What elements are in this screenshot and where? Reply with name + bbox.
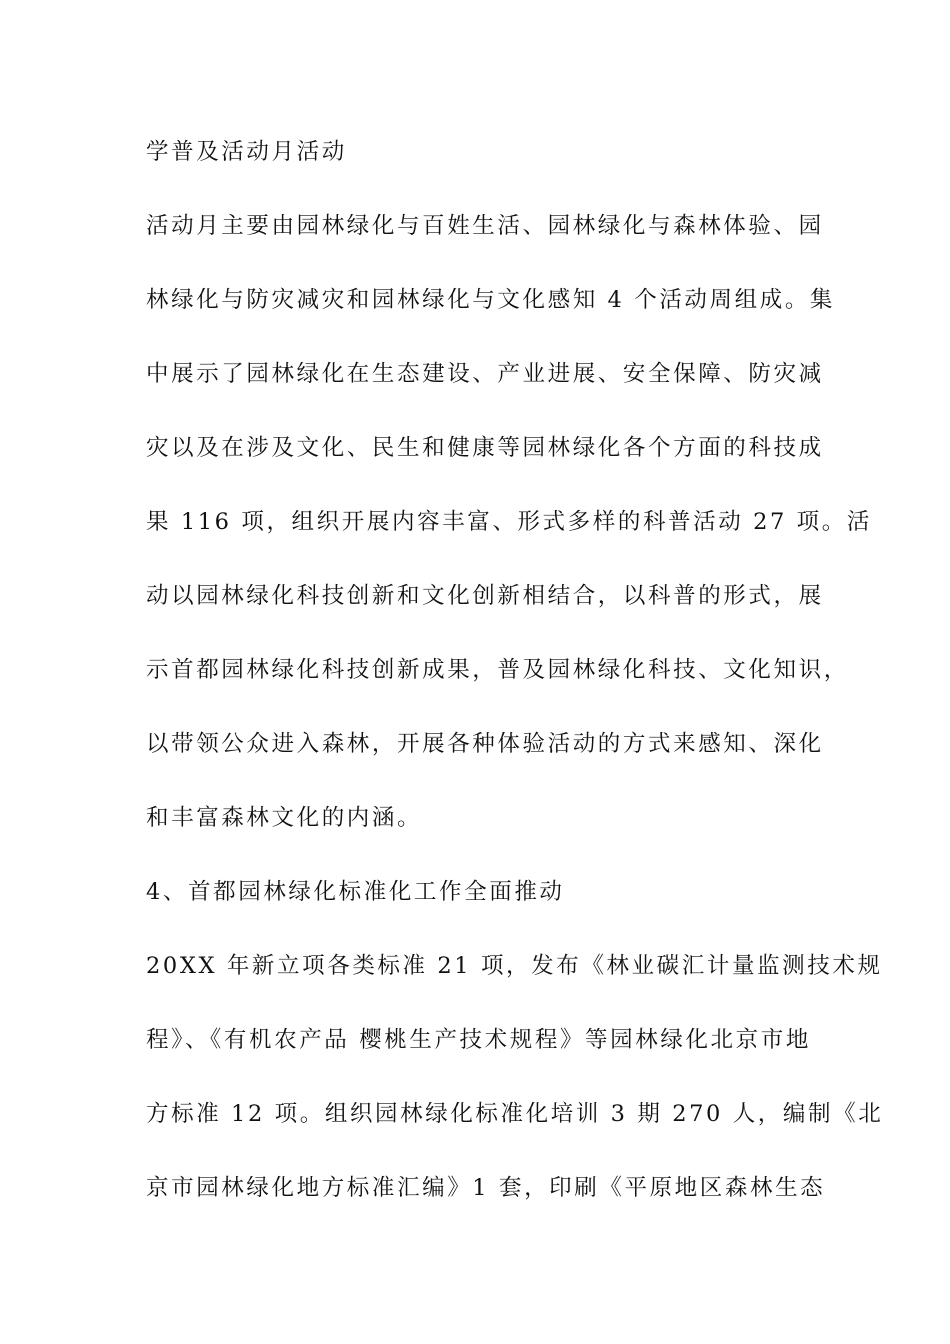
text-line: 程》、《有机农产品 樱桃生产技术规程》等园林绿化北京市地 — [146, 1027, 811, 1053]
text-line: 示首都园林绿化科技创新成果，普及园林绿化科技、文化知识， — [146, 657, 849, 683]
text-line: 方标准 12 项。组织园林绿化标准化培训 3 期 270 人，编制《北 — [146, 1101, 884, 1127]
text-line: 林绿化与防灾减灾和园林绿化与文化感知 4 个活动周组成。集 — [146, 287, 836, 313]
text-line: 动以园林绿化科技创新和文化创新相结合，以科普的形式，展 — [146, 583, 824, 609]
text-line: 和丰富森林文化的内涵。 — [146, 805, 423, 831]
text-line: 学普及活动月活动 — [146, 139, 347, 165]
text-line: 京市园林绿化地方标准汇编》1 套，印刷《平原地区森林生态 — [146, 1175, 826, 1201]
text-line: 活动月主要由园林绿化与百姓生活、园林绿化与森林体验、园 — [146, 213, 824, 239]
text-line: 中展示了园林绿化在生态建设、产业进展、安全保障、防灾减 — [146, 361, 824, 387]
text-line: 灾以及在涉及文化、民生和健康等园林绿化各个方面的科技成 — [146, 435, 824, 461]
text-line: 果 116 项，组织开展内容丰富、形式多样的科普活动 27 项。活 — [146, 509, 872, 535]
section-heading: 4、首都园林绿化标准化工作全面推动 — [146, 879, 565, 905]
text-line: 20XX 年新立项各类标准 21 项，发布《林业碳汇计量监测技术规 — [146, 953, 883, 979]
text-line: 以带领公众进入森林，开展各种体验活动的方式来感知、深化 — [146, 731, 824, 757]
